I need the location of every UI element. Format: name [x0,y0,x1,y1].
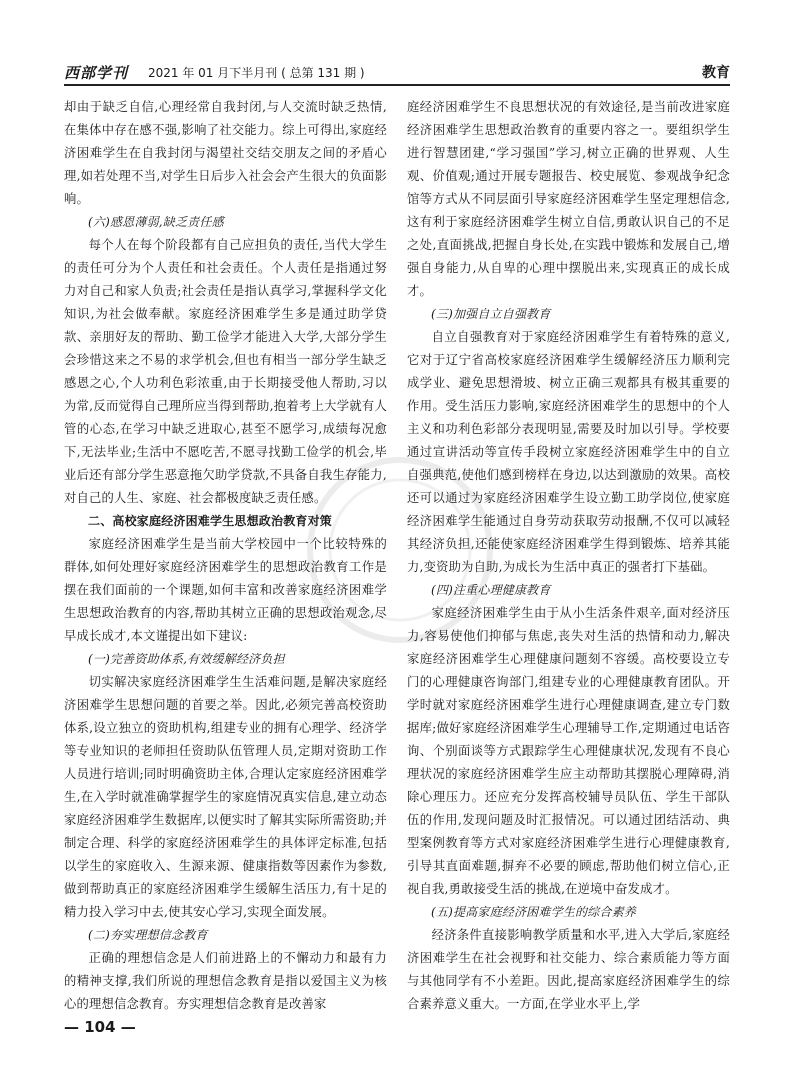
page-number: — 104 — [64,1018,136,1036]
page-header [64,58,730,84]
header-divider [64,84,730,86]
subsection-heading: (四)注重心理健康教育 [431,583,551,597]
paragraph: 正确的理想信念是人们前进路上的不懈动力和最有力的精神支撑,我们所说的理想信念教育是指以爱国主义为核心的理想信念教育。夯实理想信念教育是改善家 [64,951,387,1011]
paragraph: 家庭经济困难学生是当前大学校园中一个比较特殊的群体,如何处理好家庭经济困难学生的思想政治教育工作是摆在我们面前的一个课题,如何丰富和改善家庭经济困难学生思想政治教育的内容,帮助其树立正确的思想政治观念,尽早成长成才,本文谨提出如下建议: [64,537,387,643]
subsection-heading: (三)加强自立自强教育 [431,307,551,321]
section-heading: 二、高校家庭经济困难学生思想政治教育对策 [88,514,333,528]
subsection-heading: (一)完善资助体系,有效缓解经济负担 [88,652,285,666]
journal-logo: 西部学刊 [64,64,129,82]
paragraph: 家庭经济困难学生由于从小生活条件艰辛,面对经济压力,容易使他们抑郁与焦虑,丧失对生活的热情和动力,解决家庭经济困难学生心理健康问题刻不容缓。高校要设立专门的心理健康咨询部门,组建专业的心理健康教育团队。开学时就对家庭经济困难学生进行心理健康调查,建立专门数据库;做好家庭经济困难学生心理辅导工作,定期通过电话咨询、个别面谈等方式跟踪学生心理健康状况,发现有不良心理状况的家庭经济困难学生应主动帮助其摆脱心理障碍,消除心理压力。还应充分发挥高校辅导员队伍、学生干部队伍的作用,发现问题及时汇报情况。可以通过团结活动、典型案例教育等方式对家庭经济困难学生进行心理健康教育,引导其直面难题,摒弃不必要的顾虑,帮助他们树立信心,正视自我,勇敢接受生活的挑战,在逆境中奋发成才。 [407,606,730,896]
paragraph: 庭经济困难学生不良思想状况的有效途径,是当前改进家庭经济困难学生思想政治教育的重要内容之一。要组织学生进行智慧团建,“学习强国”学习,树立正确的世界观、人生观、价值观;通过开展专题报告、校史展览、参观战争纪念馆等方式从不同层面引导家庭经济困难学生坚定理想信念,这有利于家庭经济困难学生树立自信,勇敢认识自己的不足之处,直面挑战,把握自身长处,在实践中锻炼和发展自己,增强自身能力,从自卑的心理中摆脱出来,实现真正的成长成才。 [407,100,730,298]
paragraph: 每个人在每个阶段都有自己应担负的责任,当代大学生的责任可分为个人责任和社会责任。个人责任是指通过努力对自己和家人负责;社会责任是指认真学习,掌握科学文化知识,为社会做奉献。家庭经济困难学生多是通过助学贷款、亲朋好友的帮助、勤工俭学才能进入大学,大部分学生会珍惜这来之不易的求学机会,但也有相当一部分学生缺乏感恩之心,个人功利色彩浓重,由于长期接受他人帮助,习以为常,反而觉得自己理所应当得到帮助,抱着考上大学就有人管的心态,在学习中缺乏进取心,甚至不愿学习,成绩每况愈下,无法毕业;生活中不愿吃苦,不愿寻找勤工俭学的机会,毕业后还有部分学生恶意拖欠助学贷款,不具备自我生存能力,对自己的人生、家庭、社会都极度缺乏责任感。 [64,238,387,505]
paragraph: 切实解决家庭经济困难学生生活难问题,是解决家庭经济困难学生思想问题的首要之举。因此,必须完善高校资助体系,设立独立的资助机构,组建专业的拥有心理学、经济学等专业知识的老师担任资助队伍管理人员,定期对资助工作人员进行培训;同时明确资助主体,合理认定家庭经济困难学生,在入学时就准确掌握学生的家庭情况真实信息,建立动态家庭经济困难学生数据库,以便实时了解其实际所需资助;并制定合理、科学的家庭经济困难学生的具体评定标准,包括以学生的家庭收入、生源来源、健康指数等因素作为参数,做到帮助真正的家庭经济困难学生缓解生活压力,有十足的精力投入学习中去,使其安心学习,实现全面发展。 [64,675,387,919]
subsection-heading: (五)提高家庭经济困难学生的综合素养 [431,905,636,919]
paragraph: 自立自强教育对于家庭经济困难学生有着特殊的意义,它对于辽宁省高校家庭经济困难学生缓解经济压力顺利完成学业、避免思想滑坡、树立正确三观都具有极其重要的作用。受生活压力影响,家庭经济困难学生的思想中的个人主义和功利色彩部分表现明显,需要及时加以引导。学校要通过宣讲活动等宣传手段树立家庭经济困难学生中的自立自强典范,使他们感到榜样在身边,以达到激励的效果。高校还可以通过为家庭经济困难学生设立勤工助学岗位,使家庭经济困难学生能通过自身劳动获取劳动报酬,不仅可以减轻其经济负担,还能使家庭经济困难学生得到锻炼、培养其能力,变资助为自助,为成长为生活中真正的强者打下基础。 [407,330,730,574]
paragraph: 经济条件直接影响教学质量和水平,进入大学后,家庭经济困难学生在社会视野和社交能力、综合素质能力等方面与其他同学有不小差距。因此,提高家庭经济困难学生的综合素养意义重大。一方面,在学业水平上,学 [407,928,730,1011]
left-column [64,96,387,1016]
issue-info: 2021 年 01 月下半月刊 ( 总第 131 期 ) [148,66,365,80]
paragraph: 却由于缺乏自信,心理经常自我封闭,与人交流时缺乏热情,在集体中存在感不强,影响了社交能力。综上可得出,家庭经济困难学生在自我封闭与渴望社交结交朋友之间的矛盾心理,如若处理不当,对学生日后步入社会会产生很大的负面影响。 [64,100,387,206]
right-column [407,96,730,1016]
subsection-heading: (二)夯实理想信念教育 [88,928,208,942]
section-label: 教育 [702,65,730,81]
subsection-heading: (六)感恩薄弱,缺乏责任感 [88,215,224,229]
